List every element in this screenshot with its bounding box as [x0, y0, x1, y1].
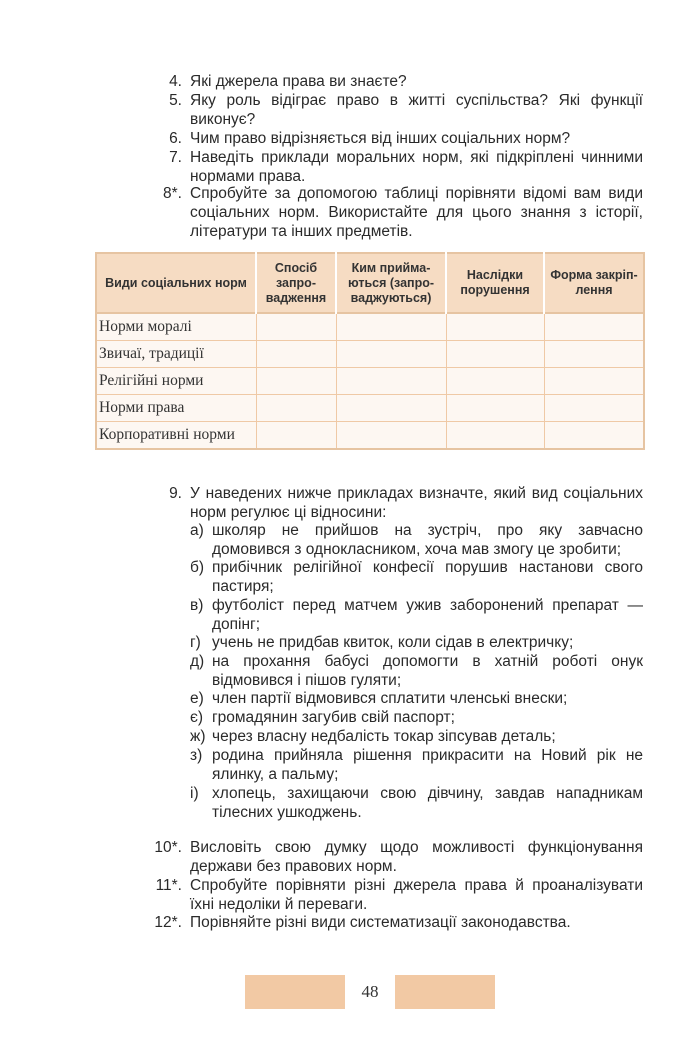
empty-cell — [256, 313, 336, 341]
table-row — [96, 422, 644, 450]
empty-cell — [256, 341, 336, 368]
item-letter: б) — [190, 559, 205, 576]
table-row — [96, 395, 644, 422]
question-number: 9. — [169, 485, 182, 502]
list-item — [190, 784, 643, 822]
empty-cell — [544, 395, 644, 422]
table-row — [96, 313, 644, 341]
question-text: Висловіть свою думку щодо можливості функціонування держави без правових норм. — [190, 839, 643, 875]
footer-decor-right — [395, 975, 495, 1009]
item-text: прибічник релігійної конфесії порушив настанови свого пастиря; — [212, 559, 643, 595]
page-number: 48 — [361, 982, 379, 1001]
item-text: учень не придбав квиток, коли сідав в електричку; — [212, 634, 574, 651]
empty-cell — [336, 368, 446, 395]
list-item — [190, 727, 643, 746]
question-number: 12*. — [154, 914, 182, 931]
question-number: 4. — [169, 73, 182, 90]
item-text: на прохання бабусі допомогти в хатній роботі онук відмовився і пішов гуляти; — [212, 653, 643, 689]
item-letter: є) — [190, 709, 204, 726]
item-text: футболіст перед матчем ужив заборонений препарат — допінг; — [212, 597, 643, 633]
row-label: Норми права — [96, 395, 256, 422]
list-item — [190, 652, 643, 690]
item-letter: г) — [190, 634, 201, 651]
footer-decor-left — [245, 975, 345, 1009]
list-item — [190, 689, 643, 708]
item-letter: в) — [190, 597, 204, 614]
row-label: Релігійні норми — [96, 368, 256, 395]
table-row — [96, 341, 644, 368]
row-label: Корпоративні норми — [96, 422, 256, 450]
question-12 — [148, 913, 643, 932]
item-text: член партії відмовився сплатити членські внески; — [212, 690, 568, 707]
empty-cell — [446, 313, 544, 341]
question-4 — [148, 72, 643, 91]
empty-cell — [336, 341, 446, 368]
list-item — [190, 521, 643, 559]
question-number: 5. — [169, 92, 182, 109]
question-6 — [148, 129, 643, 148]
list-item — [190, 633, 643, 652]
empty-cell — [336, 313, 446, 341]
item-letter: а) — [190, 522, 204, 539]
question-text: Наведіть приклади моральних норм, які підкріплені чинними нормами права. — [190, 149, 643, 185]
item-letter: е) — [190, 690, 204, 707]
empty-cell — [544, 313, 644, 341]
empty-cell — [256, 422, 336, 450]
empty-cell — [336, 395, 446, 422]
empty-cell — [544, 422, 644, 450]
empty-cell — [446, 422, 544, 450]
empty-cell — [256, 368, 336, 395]
question-number: 8*. — [163, 185, 182, 202]
empty-cell — [336, 422, 446, 450]
header-who-adopts: Ким прийма-ються (запро-ваджуються) — [336, 253, 446, 313]
header-fixation-form: Форма закріп-лення — [544, 253, 644, 313]
question-text: Порівняйте різні види систематизації законодавства. — [190, 914, 571, 931]
list-item — [190, 746, 643, 784]
question-9 — [148, 484, 643, 522]
question-10 — [148, 838, 643, 876]
question-7 — [148, 148, 643, 186]
question-number: 11*. — [155, 877, 182, 894]
question-text: Яку роль відіграє право в житті суспільства? Які функції виконує? — [190, 92, 643, 128]
question-5 — [148, 91, 643, 129]
question-text: У наведених нижче прикладах визначте, який вид соціальних норм регулює ці відносини: — [190, 485, 643, 521]
header-introduction-method: Спосіб запро-вадження — [256, 253, 336, 313]
question-number: 6. — [169, 130, 182, 147]
question-text: Які джерела права ви знаєте? — [190, 73, 407, 90]
item-text: хлопець, захищаючи свою дівчину, завдав нападникам тілесних ушкоджень. — [212, 785, 643, 821]
question-text: Спробуйте за допомогою таблиці порівняти відомі вам види соціальних норм. Використайте для цього знання з історії, літератури та інших предметів. — [190, 185, 643, 240]
empty-cell — [446, 395, 544, 422]
empty-cell — [446, 368, 544, 395]
empty-cell — [544, 341, 644, 368]
item-text: родина прийняла рішення прикрасити на Новий рік не ялинку, а пальму; — [212, 747, 643, 783]
table-row — [96, 368, 644, 395]
item-text: через власну недбалість токар зіпсував деталь; — [212, 728, 556, 745]
item-letter: ж) — [190, 728, 206, 745]
empty-cell — [256, 395, 336, 422]
social-norms-table — [95, 252, 645, 450]
row-label: Норми моралі — [96, 313, 256, 341]
item-letter: і) — [190, 785, 199, 802]
question-8 — [148, 184, 643, 241]
header-norm-types: Види соціальних норм — [96, 253, 256, 313]
question-number: 7. — [169, 149, 182, 166]
list-item — [190, 558, 643, 596]
item-text: громадянин загубив свій паспорт; — [212, 709, 455, 726]
table-header-row — [96, 253, 644, 313]
header-violation-consequences: Наслідки порушення — [446, 253, 544, 313]
question-number: 10*. — [154, 839, 182, 856]
item-letter: з) — [190, 747, 203, 764]
question-text: Спробуйте порівняти різні джерела права й проаналізувати їхні недоліки й переваги. — [190, 877, 643, 913]
question-11 — [148, 876, 643, 914]
item-letter: д) — [190, 653, 205, 670]
item-text: школяр не прийшов на зустріч, про яку завчасно домовився з однокласником, хоча мав змогу це зробити; — [212, 522, 643, 558]
empty-cell — [544, 368, 644, 395]
empty-cell — [446, 341, 544, 368]
row-label: Звичаї, традиції — [96, 341, 256, 368]
list-item — [190, 596, 643, 634]
list-item — [190, 708, 643, 727]
question-text: Чим право відрізняється від інших соціальних норм? — [190, 130, 571, 147]
